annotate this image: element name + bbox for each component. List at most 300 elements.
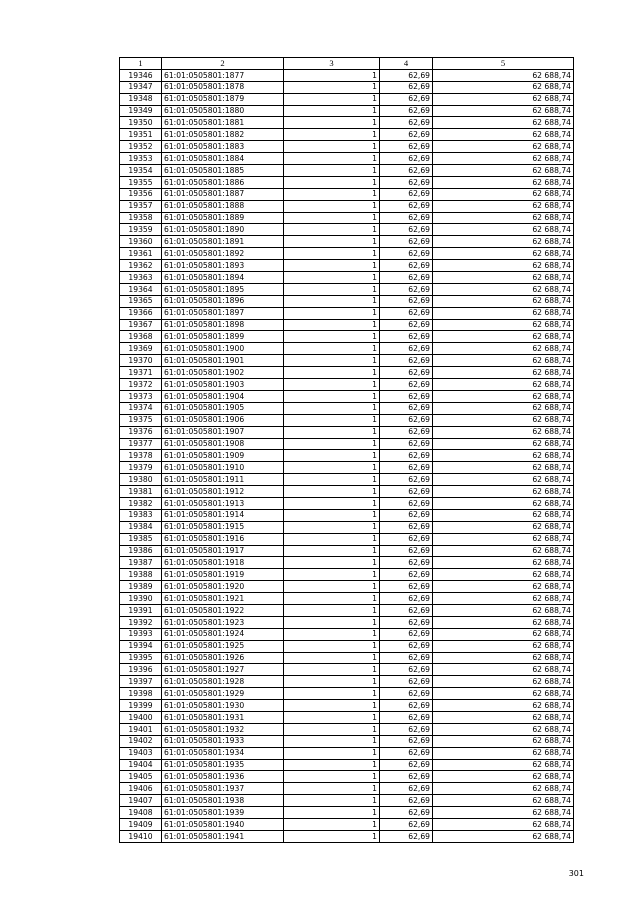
area-cell: 62,69 — [380, 474, 433, 486]
count-cell: 1 — [284, 628, 380, 640]
cadastral-number-cell: 61:01:0505801:1937 — [162, 783, 284, 795]
row-number-cell: 19374 — [120, 402, 162, 414]
count-cell: 1 — [284, 711, 380, 723]
row-number-cell: 19395 — [120, 652, 162, 664]
table-row — [120, 509, 574, 521]
table-row — [120, 188, 574, 200]
table-header-row — [120, 58, 574, 70]
count-cell: 1 — [284, 414, 380, 426]
cadastral-number-cell: 61:01:0505801:1899 — [162, 331, 284, 343]
cost-cell: 62 688,74 — [433, 295, 574, 307]
cadastral-number-cell: 61:01:0505801:1906 — [162, 414, 284, 426]
cadastral-number-cell: 61:01:0505801:1889 — [162, 212, 284, 224]
count-cell: 1 — [284, 593, 380, 605]
cost-cell: 62 688,74 — [433, 723, 574, 735]
table-row — [120, 450, 574, 462]
cadastral-number-cell: 61:01:0505801:1896 — [162, 295, 284, 307]
cadastral-number-cell: 61:01:0505801:1907 — [162, 426, 284, 438]
table-row — [120, 248, 574, 260]
cost-cell: 62 688,74 — [433, 69, 574, 81]
row-number-cell: 19352 — [120, 141, 162, 153]
cadastral-number-cell: 61:01:0505801:1891 — [162, 236, 284, 248]
count-cell: 1 — [284, 664, 380, 676]
count-cell: 1 — [284, 557, 380, 569]
column-header-3: 3 — [284, 58, 380, 70]
row-number-cell: 19385 — [120, 533, 162, 545]
cost-cell: 62 688,74 — [433, 367, 574, 379]
count-cell: 1 — [284, 200, 380, 212]
table-row — [120, 105, 574, 117]
count-cell: 1 — [284, 723, 380, 735]
table-row — [120, 700, 574, 712]
row-number-cell: 19360 — [120, 236, 162, 248]
cost-cell: 62 688,74 — [433, 759, 574, 771]
area-cell: 62,69 — [380, 307, 433, 319]
table-row — [120, 771, 574, 783]
count-cell: 1 — [284, 688, 380, 700]
cadastral-number-cell: 61:01:0505801:1878 — [162, 81, 284, 93]
cadastral-number-cell: 61:01:0505801:1933 — [162, 735, 284, 747]
row-number-cell: 19355 — [120, 176, 162, 188]
cadastral-number-cell: 61:01:0505801:1888 — [162, 200, 284, 212]
area-cell: 62,69 — [380, 830, 433, 842]
table-row — [120, 331, 574, 343]
table-row — [120, 379, 574, 391]
cadastral-number-cell: 61:01:0505801:1885 — [162, 165, 284, 177]
count-cell: 1 — [284, 236, 380, 248]
row-number-cell: 19391 — [120, 604, 162, 616]
cadastral-number-cell: 61:01:0505801:1903 — [162, 379, 284, 391]
cost-cell: 62 688,74 — [433, 533, 574, 545]
table-row — [120, 295, 574, 307]
row-number-cell: 19359 — [120, 224, 162, 236]
area-cell: 62,69 — [380, 295, 433, 307]
count-cell: 1 — [284, 69, 380, 81]
table-row — [120, 414, 574, 426]
count-cell: 1 — [284, 188, 380, 200]
count-cell: 1 — [284, 117, 380, 129]
row-number-cell: 19392 — [120, 616, 162, 628]
cadastral-number-cell: 61:01:0505801:1902 — [162, 367, 284, 379]
cost-cell: 62 688,74 — [433, 497, 574, 509]
cost-cell: 62 688,74 — [433, 711, 574, 723]
cadastral-number-cell: 61:01:0505801:1895 — [162, 283, 284, 295]
area-cell: 62,69 — [380, 735, 433, 747]
cost-cell: 62 688,74 — [433, 640, 574, 652]
row-number-cell: 19375 — [120, 414, 162, 426]
cost-cell: 62 688,74 — [433, 283, 574, 295]
column-header-1: 1 — [120, 58, 162, 70]
row-number-cell: 19371 — [120, 367, 162, 379]
row-number-cell: 19348 — [120, 93, 162, 105]
count-cell: 1 — [284, 819, 380, 831]
area-cell: 62,69 — [380, 593, 433, 605]
cadastral-number-cell: 61:01:0505801:1905 — [162, 402, 284, 414]
count-cell: 1 — [284, 759, 380, 771]
row-number-cell: 19393 — [120, 628, 162, 640]
cost-cell: 62 688,74 — [433, 81, 574, 93]
cost-cell: 62 688,74 — [433, 581, 574, 593]
area-cell: 62,69 — [380, 129, 433, 141]
area-cell: 62,69 — [380, 283, 433, 295]
cost-cell: 62 688,74 — [433, 212, 574, 224]
table-row — [120, 307, 574, 319]
cadastral-number-cell: 61:01:0505801:1877 — [162, 69, 284, 81]
table-row — [120, 628, 574, 640]
row-number-cell: 19401 — [120, 723, 162, 735]
row-number-cell: 19377 — [120, 438, 162, 450]
cadastral-number-cell: 61:01:0505801:1940 — [162, 819, 284, 831]
table-row — [120, 355, 574, 367]
table-row — [120, 343, 574, 355]
area-cell: 62,69 — [380, 604, 433, 616]
table-row — [120, 819, 574, 831]
table-row — [120, 735, 574, 747]
cost-cell: 62 688,74 — [433, 545, 574, 557]
count-cell: 1 — [284, 165, 380, 177]
cadastral-number-cell: 61:01:0505801:1935 — [162, 759, 284, 771]
cadastral-number-cell: 61:01:0505801:1883 — [162, 141, 284, 153]
cadastral-number-cell: 61:01:0505801:1879 — [162, 93, 284, 105]
cost-cell: 62 688,74 — [433, 141, 574, 153]
cost-cell: 62 688,74 — [433, 652, 574, 664]
table-row — [120, 711, 574, 723]
cost-cell: 62 688,74 — [433, 569, 574, 581]
count-cell: 1 — [284, 676, 380, 688]
area-cell: 62,69 — [380, 807, 433, 819]
cost-cell: 62 688,74 — [433, 474, 574, 486]
cost-cell: 62 688,74 — [433, 224, 574, 236]
area-cell: 62,69 — [380, 723, 433, 735]
cost-cell: 62 688,74 — [433, 819, 574, 831]
row-number-cell: 19347 — [120, 81, 162, 93]
column-header-2: 2 — [162, 58, 284, 70]
area-cell: 62,69 — [380, 783, 433, 795]
cost-cell: 62 688,74 — [433, 462, 574, 474]
cost-cell: 62 688,74 — [433, 390, 574, 402]
area-cell: 62,69 — [380, 581, 433, 593]
cadastral-number-cell: 61:01:0505801:1922 — [162, 604, 284, 616]
row-number-cell: 19381 — [120, 486, 162, 498]
area-cell: 62,69 — [380, 69, 433, 81]
cost-cell: 62 688,74 — [433, 165, 574, 177]
count-cell: 1 — [284, 604, 380, 616]
count-cell: 1 — [284, 331, 380, 343]
row-number-cell: 19376 — [120, 426, 162, 438]
count-cell: 1 — [284, 521, 380, 533]
area-cell: 62,69 — [380, 795, 433, 807]
row-number-cell: 19363 — [120, 272, 162, 284]
table-row — [120, 81, 574, 93]
count-cell: 1 — [284, 700, 380, 712]
area-cell: 62,69 — [380, 331, 433, 343]
area-cell: 62,69 — [380, 569, 433, 581]
count-cell: 1 — [284, 224, 380, 236]
area-cell: 62,69 — [380, 450, 433, 462]
table-row — [120, 224, 574, 236]
row-number-cell: 19404 — [120, 759, 162, 771]
area-cell: 62,69 — [380, 355, 433, 367]
area-cell: 62,69 — [380, 319, 433, 331]
table-row — [120, 652, 574, 664]
table-row — [120, 664, 574, 676]
cost-cell: 62 688,74 — [433, 343, 574, 355]
row-number-cell: 19387 — [120, 557, 162, 569]
count-cell: 1 — [284, 295, 380, 307]
row-number-cell: 19349 — [120, 105, 162, 117]
area-cell: 62,69 — [380, 700, 433, 712]
cadastral-number-cell: 61:01:0505801:1926 — [162, 652, 284, 664]
cost-cell: 62 688,74 — [433, 153, 574, 165]
table-row — [120, 795, 574, 807]
table-row — [120, 141, 574, 153]
cadastral-number-cell: 61:01:0505801:1919 — [162, 569, 284, 581]
row-number-cell: 19364 — [120, 283, 162, 295]
table-row — [120, 426, 574, 438]
row-number-cell: 19356 — [120, 188, 162, 200]
cost-cell: 62 688,74 — [433, 402, 574, 414]
count-cell: 1 — [284, 474, 380, 486]
row-number-cell: 19378 — [120, 450, 162, 462]
row-number-cell: 19353 — [120, 153, 162, 165]
row-number-cell: 19397 — [120, 676, 162, 688]
count-cell: 1 — [284, 105, 380, 117]
count-cell: 1 — [284, 283, 380, 295]
cadastral-number-cell: 61:01:0505801:1884 — [162, 153, 284, 165]
table-row — [120, 486, 574, 498]
row-number-cell: 19357 — [120, 200, 162, 212]
area-cell: 62,69 — [380, 640, 433, 652]
area-cell: 62,69 — [380, 533, 433, 545]
table-row — [120, 438, 574, 450]
count-cell: 1 — [284, 640, 380, 652]
cost-cell: 62 688,74 — [433, 616, 574, 628]
table-row — [120, 533, 574, 545]
table-row — [120, 688, 574, 700]
count-cell: 1 — [284, 795, 380, 807]
row-number-cell: 19409 — [120, 819, 162, 831]
cost-cell: 62 688,74 — [433, 248, 574, 260]
row-number-cell: 19388 — [120, 569, 162, 581]
row-number-cell: 19403 — [120, 747, 162, 759]
area-cell: 62,69 — [380, 272, 433, 284]
cost-cell: 62 688,74 — [433, 129, 574, 141]
count-cell: 1 — [284, 735, 380, 747]
table-row — [120, 165, 574, 177]
table-row — [120, 807, 574, 819]
cost-cell: 62 688,74 — [433, 355, 574, 367]
cost-cell: 62 688,74 — [433, 307, 574, 319]
row-number-cell: 19386 — [120, 545, 162, 557]
cadastral-number-cell: 61:01:0505801:1916 — [162, 533, 284, 545]
table-row — [120, 272, 574, 284]
cost-cell: 62 688,74 — [433, 557, 574, 569]
area-cell: 62,69 — [380, 462, 433, 474]
cadastral-number-cell: 61:01:0505801:1894 — [162, 272, 284, 284]
table-row — [120, 593, 574, 605]
area-cell: 62,69 — [380, 688, 433, 700]
area-cell: 62,69 — [380, 616, 433, 628]
cadastral-number-cell: 61:01:0505801:1886 — [162, 176, 284, 188]
cadastral-number-cell: 61:01:0505801:1897 — [162, 307, 284, 319]
cost-cell: 62 688,74 — [433, 795, 574, 807]
count-cell: 1 — [284, 367, 380, 379]
cost-cell: 62 688,74 — [433, 664, 574, 676]
cadastral-number-cell: 61:01:0505801:1909 — [162, 450, 284, 462]
table-row — [120, 759, 574, 771]
count-cell: 1 — [284, 533, 380, 545]
area-cell: 62,69 — [380, 711, 433, 723]
cadastral-number-cell: 61:01:0505801:1911 — [162, 474, 284, 486]
cadastral-number-cell: 61:01:0505801:1921 — [162, 593, 284, 605]
area-cell: 62,69 — [380, 367, 433, 379]
count-cell: 1 — [284, 438, 380, 450]
cadastral-number-cell: 61:01:0505801:1914 — [162, 509, 284, 521]
cadastral-number-cell: 61:01:0505801:1941 — [162, 830, 284, 842]
cost-cell: 62 688,74 — [433, 176, 574, 188]
area-cell: 62,69 — [380, 176, 433, 188]
area-cell: 62,69 — [380, 379, 433, 391]
table-row — [120, 497, 574, 509]
row-number-cell: 19354 — [120, 165, 162, 177]
cost-cell: 62 688,74 — [433, 438, 574, 450]
count-cell: 1 — [284, 545, 380, 557]
row-number-cell: 19369 — [120, 343, 162, 355]
table-row — [120, 474, 574, 486]
row-number-cell: 19358 — [120, 212, 162, 224]
cost-cell: 62 688,74 — [433, 830, 574, 842]
count-cell: 1 — [284, 141, 380, 153]
table-row — [120, 390, 574, 402]
area-cell: 62,69 — [380, 438, 433, 450]
count-cell: 1 — [284, 260, 380, 272]
count-cell: 1 — [284, 497, 380, 509]
table-row — [120, 676, 574, 688]
cost-cell: 62 688,74 — [433, 676, 574, 688]
count-cell: 1 — [284, 402, 380, 414]
row-number-cell: 19408 — [120, 807, 162, 819]
count-cell: 1 — [284, 486, 380, 498]
area-cell: 62,69 — [380, 486, 433, 498]
cadastral-number-cell: 61:01:0505801:1928 — [162, 676, 284, 688]
cadastral-number-cell: 61:01:0505801:1898 — [162, 319, 284, 331]
row-number-cell: 19382 — [120, 497, 162, 509]
area-cell: 62,69 — [380, 426, 433, 438]
row-number-cell: 19350 — [120, 117, 162, 129]
count-cell: 1 — [284, 830, 380, 842]
area-cell: 62,69 — [380, 664, 433, 676]
count-cell: 1 — [284, 355, 380, 367]
cadastral-number-cell: 61:01:0505801:1936 — [162, 771, 284, 783]
table-row — [120, 117, 574, 129]
data-table — [119, 57, 574, 843]
row-number-cell: 19407 — [120, 795, 162, 807]
cost-cell: 62 688,74 — [433, 236, 574, 248]
table-row — [120, 616, 574, 628]
cadastral-number-cell: 61:01:0505801:1882 — [162, 129, 284, 141]
count-cell: 1 — [284, 807, 380, 819]
area-cell: 62,69 — [380, 545, 433, 557]
table-row — [120, 93, 574, 105]
count-cell: 1 — [284, 153, 380, 165]
table-row — [120, 236, 574, 248]
row-number-cell: 19362 — [120, 260, 162, 272]
cadastral-number-cell: 61:01:0505801:1924 — [162, 628, 284, 640]
area-cell: 62,69 — [380, 771, 433, 783]
table-row — [120, 783, 574, 795]
cadastral-number-cell: 61:01:0505801:1932 — [162, 723, 284, 735]
page-number: 301 — [568, 869, 584, 878]
row-number-cell: 19346 — [120, 69, 162, 81]
count-cell: 1 — [284, 783, 380, 795]
count-cell: 1 — [284, 616, 380, 628]
count-cell: 1 — [284, 569, 380, 581]
cost-cell: 62 688,74 — [433, 700, 574, 712]
area-cell: 62,69 — [380, 497, 433, 509]
cadastral-number-cell: 61:01:0505801:1930 — [162, 700, 284, 712]
cost-cell: 62 688,74 — [433, 783, 574, 795]
row-number-cell: 19398 — [120, 688, 162, 700]
row-number-cell: 19373 — [120, 390, 162, 402]
column-header-5: 5 — [433, 58, 574, 70]
table-row — [120, 129, 574, 141]
area-cell: 62,69 — [380, 153, 433, 165]
row-number-cell: 19390 — [120, 593, 162, 605]
cost-cell: 62 688,74 — [433, 260, 574, 272]
cadastral-number-cell: 61:01:0505801:1918 — [162, 557, 284, 569]
cadastral-number-cell: 61:01:0505801:1934 — [162, 747, 284, 759]
cost-cell: 62 688,74 — [433, 93, 574, 105]
area-cell: 62,69 — [380, 652, 433, 664]
cadastral-number-cell: 61:01:0505801:1892 — [162, 248, 284, 260]
cost-cell: 62 688,74 — [433, 200, 574, 212]
area-cell: 62,69 — [380, 93, 433, 105]
area-cell: 62,69 — [380, 676, 433, 688]
row-number-cell: 19366 — [120, 307, 162, 319]
table-row — [120, 200, 574, 212]
count-cell: 1 — [284, 129, 380, 141]
row-number-cell: 19372 — [120, 379, 162, 391]
cost-cell: 62 688,74 — [433, 735, 574, 747]
row-number-cell: 19370 — [120, 355, 162, 367]
area-cell: 62,69 — [380, 105, 433, 117]
row-number-cell: 19361 — [120, 248, 162, 260]
cadastral-number-cell: 61:01:0505801:1893 — [162, 260, 284, 272]
count-cell: 1 — [284, 652, 380, 664]
area-cell: 62,69 — [380, 200, 433, 212]
cadastral-number-cell: 61:01:0505801:1912 — [162, 486, 284, 498]
row-number-cell: 19380 — [120, 474, 162, 486]
count-cell: 1 — [284, 176, 380, 188]
cadastral-number-cell: 61:01:0505801:1901 — [162, 355, 284, 367]
table-row — [120, 153, 574, 165]
cost-cell: 62 688,74 — [433, 414, 574, 426]
table-row — [120, 604, 574, 616]
table-row — [120, 402, 574, 414]
count-cell: 1 — [284, 307, 380, 319]
count-cell: 1 — [284, 248, 380, 260]
row-number-cell: 19406 — [120, 783, 162, 795]
cost-cell: 62 688,74 — [433, 509, 574, 521]
count-cell: 1 — [284, 426, 380, 438]
area-cell: 62,69 — [380, 343, 433, 355]
count-cell: 1 — [284, 93, 380, 105]
area-cell: 62,69 — [380, 628, 433, 640]
row-number-cell: 19389 — [120, 581, 162, 593]
count-cell: 1 — [284, 272, 380, 284]
cost-cell: 62 688,74 — [433, 426, 574, 438]
table-row — [120, 319, 574, 331]
